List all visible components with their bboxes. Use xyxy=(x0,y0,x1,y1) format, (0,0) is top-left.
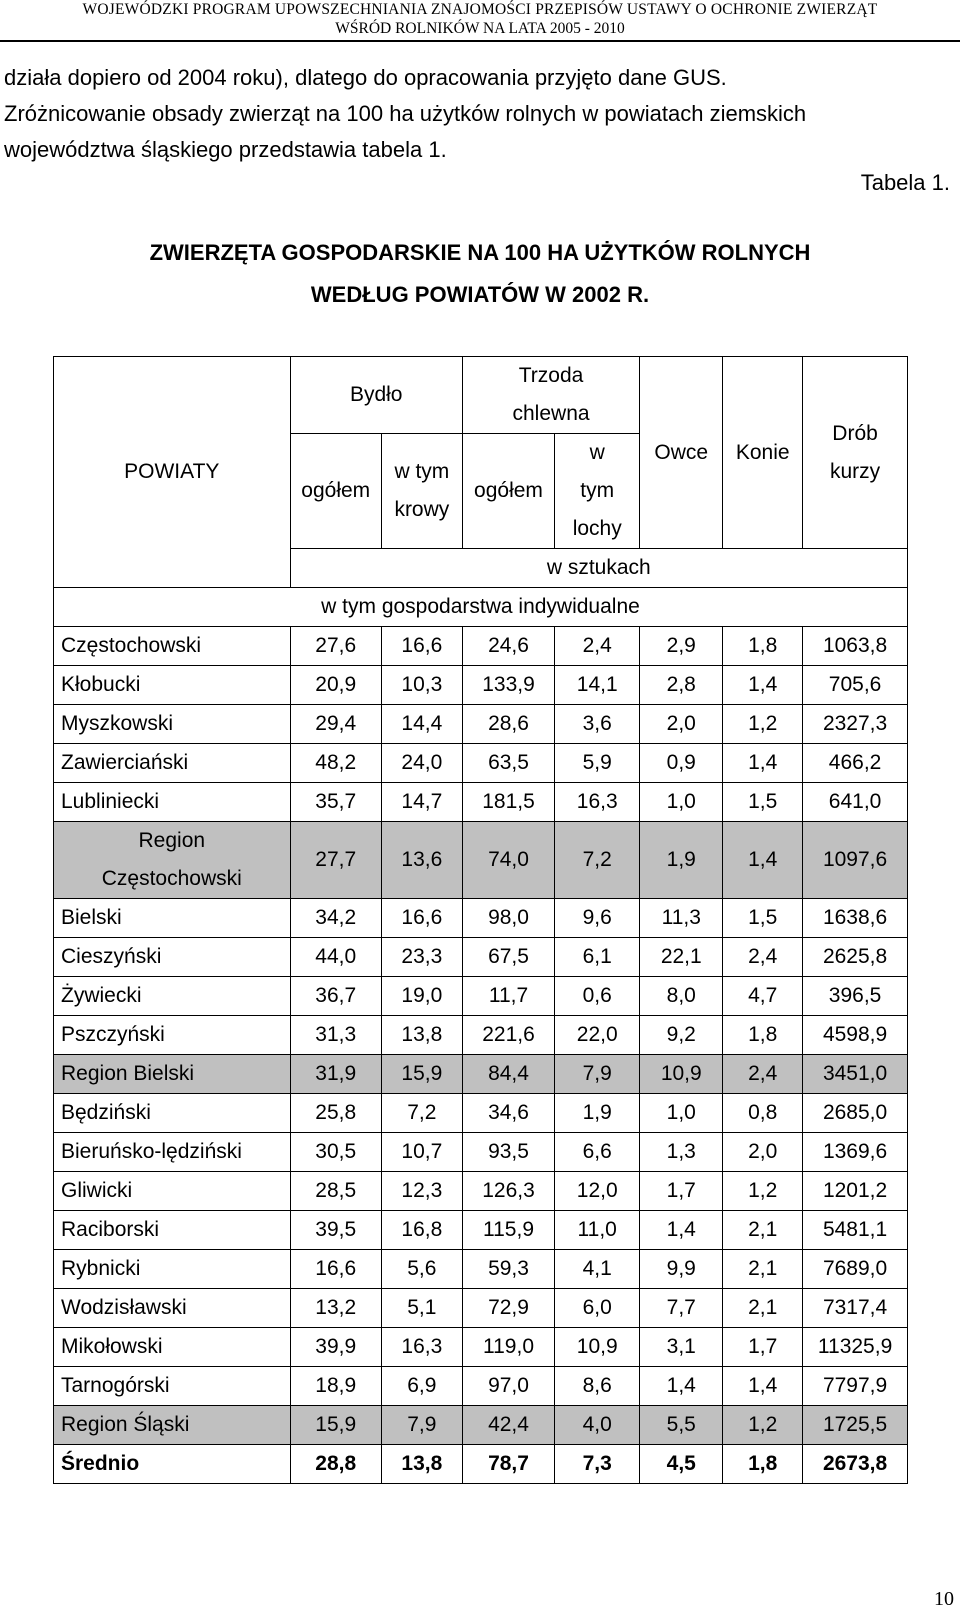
row-value-cell: 396,5 xyxy=(803,977,908,1016)
header-trzoda xyxy=(462,357,639,434)
row-value-cell: 7689,0 xyxy=(803,1250,908,1289)
row-value-cell: 2,8 xyxy=(640,666,723,705)
row-value-cell: 2685,0 xyxy=(803,1094,908,1133)
row-value-cell: 1,4 xyxy=(723,666,803,705)
table-row xyxy=(54,938,908,977)
header-trzoda-line-1: Trzoda xyxy=(518,364,584,387)
row-value-cell: 1369,6 xyxy=(803,1133,908,1172)
row-value-cell: 3,6 xyxy=(555,705,640,744)
row-value-cell: 28,5 xyxy=(290,1172,381,1211)
row-value-cell: 8,0 xyxy=(640,977,723,1016)
table-row xyxy=(54,1367,908,1406)
header-owce: Owce xyxy=(640,357,723,549)
row-value-cell: 1,5 xyxy=(723,783,803,822)
header-bydlo-ogolem: ogółem xyxy=(290,434,381,549)
livestock-table xyxy=(53,356,908,1484)
header-lochy xyxy=(555,434,640,549)
header-line-2: WŚRÓD ROLNIKÓW NA LATA 2005 - 2010 xyxy=(335,20,625,37)
row-value-cell: 7,2 xyxy=(555,822,640,899)
row-value-cell: 0,9 xyxy=(640,744,723,783)
row-value-cell: 133,9 xyxy=(462,666,554,705)
row-value-cell: 4,7 xyxy=(723,977,803,1016)
row-value-cell: 2,1 xyxy=(723,1289,803,1328)
row-value-cell: 31,3 xyxy=(290,1016,381,1055)
row-value-cell: 27,7 xyxy=(290,822,381,899)
row-value-cell: 16,3 xyxy=(555,783,640,822)
row-value-cell: 9,2 xyxy=(640,1016,723,1055)
row-value-cell: 8,6 xyxy=(555,1367,640,1406)
header-krowy-line-2: krowy xyxy=(394,498,450,521)
row-value-cell: 2,0 xyxy=(640,705,723,744)
row-value-cell: 119,0 xyxy=(462,1328,554,1367)
row-value-cell: 5,5 xyxy=(640,1406,723,1445)
row-value-cell: 1,7 xyxy=(723,1328,803,1367)
row-value-cell: 2,4 xyxy=(723,938,803,977)
table-row xyxy=(54,1172,908,1211)
header-drob xyxy=(803,357,908,549)
row-value-cell: 28,6 xyxy=(462,705,554,744)
row-value-cell: 6,6 xyxy=(555,1133,640,1172)
row-value-cell: 59,3 xyxy=(462,1250,554,1289)
row-value-cell: 16,8 xyxy=(381,1211,462,1250)
row-powiat-name: Wodzisławski xyxy=(54,1289,291,1328)
row-value-cell: 0,8 xyxy=(723,1094,803,1133)
row-powiat-name: Bieruńsko-lędziński xyxy=(54,1133,291,1172)
row-value-cell: 97,0 xyxy=(462,1367,554,1406)
row-powiat-name: Tarnogórski xyxy=(54,1367,291,1406)
row-value-cell: 11,3 xyxy=(640,899,723,938)
table-row xyxy=(54,822,908,899)
row-value-cell: 1,4 xyxy=(723,822,803,899)
row-value-cell: 4,1 xyxy=(555,1250,640,1289)
table-label: Tabela 1. xyxy=(860,170,950,195)
row-value-cell: 2673,8 xyxy=(803,1445,908,1484)
row-value-cell: 1638,6 xyxy=(803,899,908,938)
row-value-cell: 9,9 xyxy=(640,1250,723,1289)
row-value-cell: 36,7 xyxy=(290,977,381,1016)
row-value-cell: 0,6 xyxy=(555,977,640,1016)
row-value-cell: 39,9 xyxy=(290,1328,381,1367)
table-title-line-1: ZWIERZĘTA GOSPODARSKIE NA 100 HA UŻYTKÓW ROLNYCH xyxy=(149,240,811,265)
row-value-cell: 10,3 xyxy=(381,666,462,705)
row-value-cell: 6,0 xyxy=(555,1289,640,1328)
row-value-cell: 5,6 xyxy=(381,1250,462,1289)
row-powiat-name: Rybnicki xyxy=(54,1250,291,1289)
header-powiaty: POWIATY xyxy=(54,357,291,588)
row-value-cell: 3451,0 xyxy=(803,1055,908,1094)
table-row xyxy=(54,1445,908,1484)
row-value-cell: 2,1 xyxy=(723,1211,803,1250)
row-value-cell: 39,5 xyxy=(290,1211,381,1250)
table-row xyxy=(54,1328,908,1367)
table-row xyxy=(54,899,908,938)
header-konie: Konie xyxy=(723,357,803,549)
row-value-cell: 2625,8 xyxy=(803,938,908,977)
row-value-cell: 28,8 xyxy=(290,1445,381,1484)
row-powiat-name: Pszczyński xyxy=(54,1016,291,1055)
row-value-cell: 6,9 xyxy=(381,1367,462,1406)
row-value-cell: 1,2 xyxy=(723,1172,803,1211)
row-value-cell: 11,0 xyxy=(555,1211,640,1250)
row-value-cell: 1,9 xyxy=(555,1094,640,1133)
row-powiat-name: Myszkowski xyxy=(54,705,291,744)
row-value-cell: 4598,9 xyxy=(803,1016,908,1055)
row-value-cell: 466,2 xyxy=(803,744,908,783)
table-title-line-2: WEDŁUG POWIATÓW W 2002 R. xyxy=(310,282,650,307)
row-value-cell: 78,7 xyxy=(462,1445,554,1484)
row-value-cell: 14,4 xyxy=(381,705,462,744)
row-value-cell: 44,0 xyxy=(290,938,381,977)
row-value-cell: 4,0 xyxy=(555,1406,640,1445)
row-value-cell: 1097,6 xyxy=(803,822,908,899)
table-row xyxy=(54,744,908,783)
row-value-cell: 1,4 xyxy=(723,1367,803,1406)
header-scope: w tym gospodarstwa indywidualne xyxy=(54,588,908,627)
row-value-cell: 705,6 xyxy=(803,666,908,705)
row-value-cell: 1,9 xyxy=(640,822,723,899)
row-powiat-name xyxy=(54,822,291,899)
header-drob-line-2: kurzy xyxy=(829,459,881,483)
row-value-cell: 13,8 xyxy=(381,1445,462,1484)
row-value-cell: 24,6 xyxy=(462,627,554,666)
header-drob-line-1: Drób xyxy=(832,421,878,445)
row-value-cell: 1,2 xyxy=(723,1406,803,1445)
row-value-cell: 12,3 xyxy=(381,1172,462,1211)
row-value-cell: 13,8 xyxy=(381,1016,462,1055)
row-value-cell: 115,9 xyxy=(462,1211,554,1250)
row-value-cell: 84,4 xyxy=(462,1055,554,1094)
row-powiat-name: Zawierciański xyxy=(54,744,291,783)
row-powiat-name: Region Bielski xyxy=(54,1055,291,1094)
table-row xyxy=(54,1406,908,1445)
row-value-cell: 22,0 xyxy=(555,1016,640,1055)
row-value-cell: 1,8 xyxy=(723,1445,803,1484)
row-value-cell: 15,9 xyxy=(381,1055,462,1094)
row-value-cell: 5481,1 xyxy=(803,1211,908,1250)
intro-line-1: działa dopiero od 2004 roku), dlatego do opracowania przyjęto dane GUS. xyxy=(4,65,727,90)
row-value-cell: 34,6 xyxy=(462,1094,554,1133)
row-value-cell: 1201,2 xyxy=(803,1172,908,1211)
row-value-cell: 12,0 xyxy=(555,1172,640,1211)
row-powiat-name: Częstochowski xyxy=(54,627,291,666)
row-value-cell: 13,2 xyxy=(290,1289,381,1328)
intro-line-2: Zróżnicowanie obsady zwierząt na 100 ha użytków rolnych w powiatach ziemskich xyxy=(4,101,807,126)
row-value-cell: 11,7 xyxy=(462,977,554,1016)
row-value-cell: 1063,8 xyxy=(803,627,908,666)
row-value-cell: 10,7 xyxy=(381,1133,462,1172)
row-powiat-name-line-1: Region xyxy=(138,829,206,852)
row-value-cell: 5,1 xyxy=(381,1289,462,1328)
row-value-cell: 25,8 xyxy=(290,1094,381,1133)
row-value-cell: 34,2 xyxy=(290,899,381,938)
header-trzoda-ogolem: ogółem xyxy=(462,434,554,549)
row-value-cell: 72,9 xyxy=(462,1289,554,1328)
header-lochy-line-3: lochy xyxy=(572,517,622,540)
row-value-cell: 16,6 xyxy=(381,627,462,666)
intro-paragraph xyxy=(4,60,958,168)
row-value-cell: 20,9 xyxy=(290,666,381,705)
row-value-cell: 14,1 xyxy=(555,666,640,705)
row-value-cell: 4,5 xyxy=(640,1445,723,1484)
row-powiat-name: Bielski xyxy=(54,899,291,938)
row-value-cell: 10,9 xyxy=(640,1055,723,1094)
row-value-cell: 7,3 xyxy=(555,1445,640,1484)
row-value-cell: 30,5 xyxy=(290,1133,381,1172)
row-value-cell: 6,1 xyxy=(555,938,640,977)
row-value-cell: 2,0 xyxy=(723,1133,803,1172)
header-bydlo: Bydło xyxy=(290,357,462,434)
table-row xyxy=(54,1094,908,1133)
row-powiat-name: Będziński xyxy=(54,1094,291,1133)
row-value-cell: 31,9 xyxy=(290,1055,381,1094)
row-value-cell: 15,9 xyxy=(290,1406,381,1445)
row-value-cell: 221,6 xyxy=(462,1016,554,1055)
row-value-cell: 641,0 xyxy=(803,783,908,822)
row-value-cell: 98,0 xyxy=(462,899,554,938)
row-value-cell: 2,1 xyxy=(723,1250,803,1289)
table-row xyxy=(54,1133,908,1172)
table-row xyxy=(54,1016,908,1055)
row-value-cell: 29,4 xyxy=(290,705,381,744)
row-value-cell: 1,4 xyxy=(640,1211,723,1250)
row-value-cell: 11325,9 xyxy=(803,1328,908,1367)
row-value-cell: 16,3 xyxy=(381,1328,462,1367)
page-number: 10 xyxy=(934,1588,954,1610)
header-unit: w sztukach xyxy=(290,549,907,588)
row-value-cell: 1,4 xyxy=(640,1367,723,1406)
table-row xyxy=(54,627,908,666)
row-powiat-name: Raciborski xyxy=(54,1211,291,1250)
table-row xyxy=(54,1055,908,1094)
row-value-cell: 10,9 xyxy=(555,1328,640,1367)
row-value-cell: 7317,4 xyxy=(803,1289,908,1328)
row-value-cell: 2,4 xyxy=(723,1055,803,1094)
row-powiat-name: Region Śląski xyxy=(54,1406,291,1445)
row-value-cell: 1,8 xyxy=(723,627,803,666)
table-row xyxy=(54,1211,908,1250)
row-value-cell: 7,9 xyxy=(555,1055,640,1094)
table-row xyxy=(54,783,908,822)
row-value-cell: 7,7 xyxy=(640,1289,723,1328)
header-trzoda-line-2: chlewna xyxy=(512,402,590,425)
row-value-cell: 7,2 xyxy=(381,1094,462,1133)
row-value-cell: 1,3 xyxy=(640,1133,723,1172)
table-row xyxy=(54,977,908,1016)
row-value-cell: 18,9 xyxy=(290,1367,381,1406)
row-value-cell: 2327,3 xyxy=(803,705,908,744)
row-value-cell: 2,9 xyxy=(640,627,723,666)
row-value-cell: 1,4 xyxy=(723,744,803,783)
intro-line-3: województwa śląskiego przedstawia tabela 1. xyxy=(4,137,447,162)
row-value-cell: 74,0 xyxy=(462,822,554,899)
row-value-cell: 1,0 xyxy=(640,1094,723,1133)
row-value-cell: 7,9 xyxy=(381,1406,462,1445)
row-value-cell: 3,1 xyxy=(640,1328,723,1367)
header-lochy-line-2: tym xyxy=(580,479,615,502)
row-value-cell: 19,0 xyxy=(381,977,462,1016)
header-line-1: WOJEWÓDZKI PROGRAM UPOWSZECHNIANIA ZNAJOMOŚCI PRZEPISÓW USTAWY O OCHRONIE ZWIERZĄT xyxy=(82,1,878,18)
row-powiat-name: Mikołowski xyxy=(54,1328,291,1367)
row-value-cell: 1,7 xyxy=(640,1172,723,1211)
row-powiat-name: Lubliniecki xyxy=(54,783,291,822)
row-value-cell: 181,5 xyxy=(462,783,554,822)
row-value-cell: 48,2 xyxy=(290,744,381,783)
row-powiat-name: Średnio xyxy=(54,1445,291,1484)
row-value-cell: 93,5 xyxy=(462,1133,554,1172)
row-value-cell: 27,6 xyxy=(290,627,381,666)
row-value-cell: 14,7 xyxy=(381,783,462,822)
row-value-cell: 22,1 xyxy=(640,938,723,977)
row-value-cell: 35,7 xyxy=(290,783,381,822)
running-header xyxy=(0,0,960,42)
row-value-cell: 16,6 xyxy=(381,899,462,938)
row-value-cell: 1,5 xyxy=(723,899,803,938)
row-value-cell: 63,5 xyxy=(462,744,554,783)
table-row xyxy=(54,1250,908,1289)
table-row xyxy=(54,1289,908,1328)
row-value-cell: 24,0 xyxy=(381,744,462,783)
row-value-cell: 7797,9 xyxy=(803,1367,908,1406)
header-lochy-line-1: w xyxy=(589,441,605,464)
row-value-cell: 23,3 xyxy=(381,938,462,977)
row-powiat-name: Kłobucki xyxy=(54,666,291,705)
row-value-cell: 13,6 xyxy=(381,822,462,899)
row-powiat-name: Żywiecki xyxy=(54,977,291,1016)
row-powiat-name-line-2: Częstochowski xyxy=(101,867,242,890)
row-value-cell: 5,9 xyxy=(555,744,640,783)
row-value-cell: 42,4 xyxy=(462,1406,554,1445)
row-powiat-name: Cieszyński xyxy=(54,938,291,977)
row-value-cell: 126,3 xyxy=(462,1172,554,1211)
row-value-cell: 1725,5 xyxy=(803,1406,908,1445)
row-powiat-name: Gliwicki xyxy=(54,1172,291,1211)
row-value-cell: 2,4 xyxy=(555,627,640,666)
row-value-cell: 1,2 xyxy=(723,705,803,744)
row-value-cell: 1,0 xyxy=(640,783,723,822)
row-value-cell: 67,5 xyxy=(462,938,554,977)
row-value-cell: 16,6 xyxy=(290,1250,381,1289)
table-row xyxy=(54,705,908,744)
row-value-cell: 9,6 xyxy=(555,899,640,938)
table-body xyxy=(54,627,908,1484)
table-row xyxy=(54,666,908,705)
header-krowy-line-1: w tym xyxy=(394,460,450,483)
header-krowy xyxy=(381,434,462,549)
row-value-cell: 1,8 xyxy=(723,1016,803,1055)
